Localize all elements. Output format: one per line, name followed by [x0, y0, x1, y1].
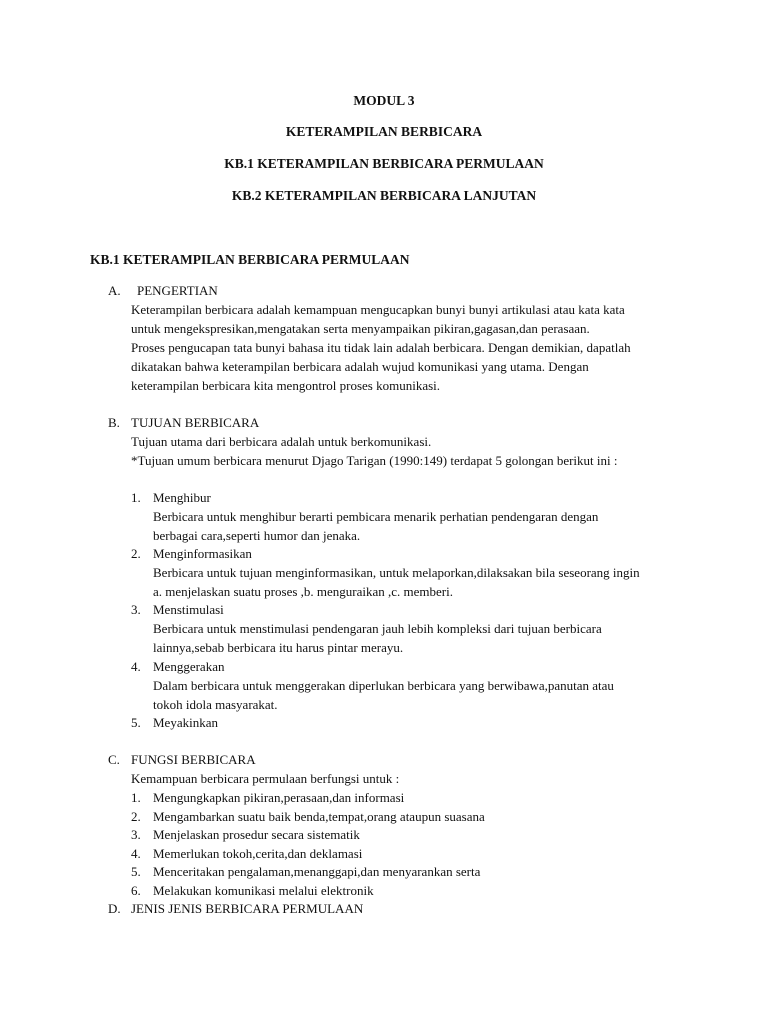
list-item-title: Menginformasikan: [153, 546, 252, 561]
section-title: KB.1 KETERAMPILAN BERBICARA PERMULAAN: [90, 252, 410, 267]
list-number: 2.: [131, 809, 141, 824]
list-item-desc: Berbicara untuk menghibur berarti pembicara menarik perhatian pendengaran dengan: [153, 509, 599, 524]
list-item-desc: Dalam berbicara untuk menggerakan diperlukan berbicara yang berwibawa,panutan atau: [153, 678, 614, 693]
list-number: 5.: [131, 864, 141, 879]
section-d-heading: JENIS JENIS BERBICARA PERMULAAN: [131, 901, 364, 916]
section-b-marker: B.: [108, 415, 120, 430]
list-number: 6.: [131, 883, 141, 898]
list-item-title: Menstimulasi: [153, 602, 224, 617]
paragraph-line: keterampilan berbicara kita mengontrol proses komunikasi.: [131, 378, 441, 393]
section-a-heading: PENGERTIAN: [137, 283, 218, 298]
list-number: 3.: [131, 602, 141, 617]
section-c-heading: FUNGSI BERBICARA: [131, 752, 256, 767]
paragraph-line: dikatakan bahwa keterampilan berbicara adalah wujud komunikasi yang utama. Dengan: [131, 359, 589, 374]
section-a-marker: A.: [108, 283, 121, 298]
section-b-heading: TUJUAN BERBICARA: [131, 415, 260, 430]
list-item-desc: lainnya,sebab berbicara itu harus pintar merayu.: [153, 640, 404, 655]
paragraph-line: Keterampilan berbicara adalah kemampuan mengucapkan bunyi bunyi artikulasi atau kata kata: [131, 302, 625, 317]
kb1-title: KB.1 KETERAMPILAN BERBICARA PERMULAAN: [224, 156, 544, 171]
module-subtitle: KETERAMPILAN BERBICARA: [285, 124, 483, 139]
list-item-title: Menggerakan: [153, 659, 225, 674]
section-c-marker: C.: [108, 752, 120, 767]
list-item: Melakukan komunikasi melalui elektronik: [153, 883, 374, 898]
kb2-title: KB.2 KETERAMPILAN BERBICARA LANJUTAN: [231, 188, 537, 203]
list-item-title: Menghibur: [153, 490, 211, 505]
list-item: Memerlukan tokoh,cerita,dan deklamasi: [153, 846, 363, 861]
module-title: MODUL 3: [353, 93, 415, 108]
list-item: Menceritakan pengalaman,menanggapi,dan menyarankan serta: [153, 864, 481, 879]
list-number: 3.: [131, 827, 141, 842]
paragraph-line: untuk mengekspresikan,mengatakan serta menyampaikan pikiran,gagasan,dan perasaan.: [131, 321, 590, 336]
list-number: 2.: [131, 546, 141, 561]
paragraph-line: Kemampuan berbicara permulaan berfungsi untuk :: [131, 771, 400, 786]
list-item-desc: berbagai cara,seperti humor dan jenaka.: [153, 528, 361, 543]
paragraph-line: Tujuan utama dari berbicara adalah untuk berkomunikasi.: [131, 434, 432, 449]
list-item-desc: Berbicara untuk tujuan menginformasikan, untuk melaporkan,dilaksakan bila seseorang ingin: [153, 565, 640, 580]
list-item: Mengambarkan suatu baik benda,tempat,orang ataupun suasana: [153, 809, 485, 824]
list-number: 1.: [131, 790, 141, 805]
paragraph-line: Proses pengucapan tata bunyi bahasa itu tidak lain adalah berbicara. Dengan demikian, dapatlah: [131, 340, 631, 355]
list-number: 4.: [131, 846, 141, 861]
paragraph-line: *Tujuan umum berbicara menurut Djago Tarigan (1990:149) terdapat 5 golongan berikut ini :: [131, 453, 618, 468]
list-item-desc: Berbicara untuk menstimulasi pendengaran jauh lebih kompleksi dari tujuan berbicara: [153, 621, 602, 636]
list-item-desc: tokoh idola masyarakat.: [153, 697, 278, 712]
list-number: 4.: [131, 659, 141, 674]
list-number: 5.: [131, 715, 141, 730]
list-item-desc: a. menjelaskan suatu proses ,b. menguraikan ,c. memberi.: [153, 584, 453, 599]
list-item-title: Meyakinkan: [153, 715, 218, 730]
section-d-marker: D.: [108, 901, 121, 916]
list-item: Mengungkapkan pikiran,perasaan,dan informasi: [153, 790, 405, 805]
list-item: Menjelaskan prosedur secara sistematik: [153, 827, 360, 842]
list-number: 1.: [131, 490, 141, 505]
